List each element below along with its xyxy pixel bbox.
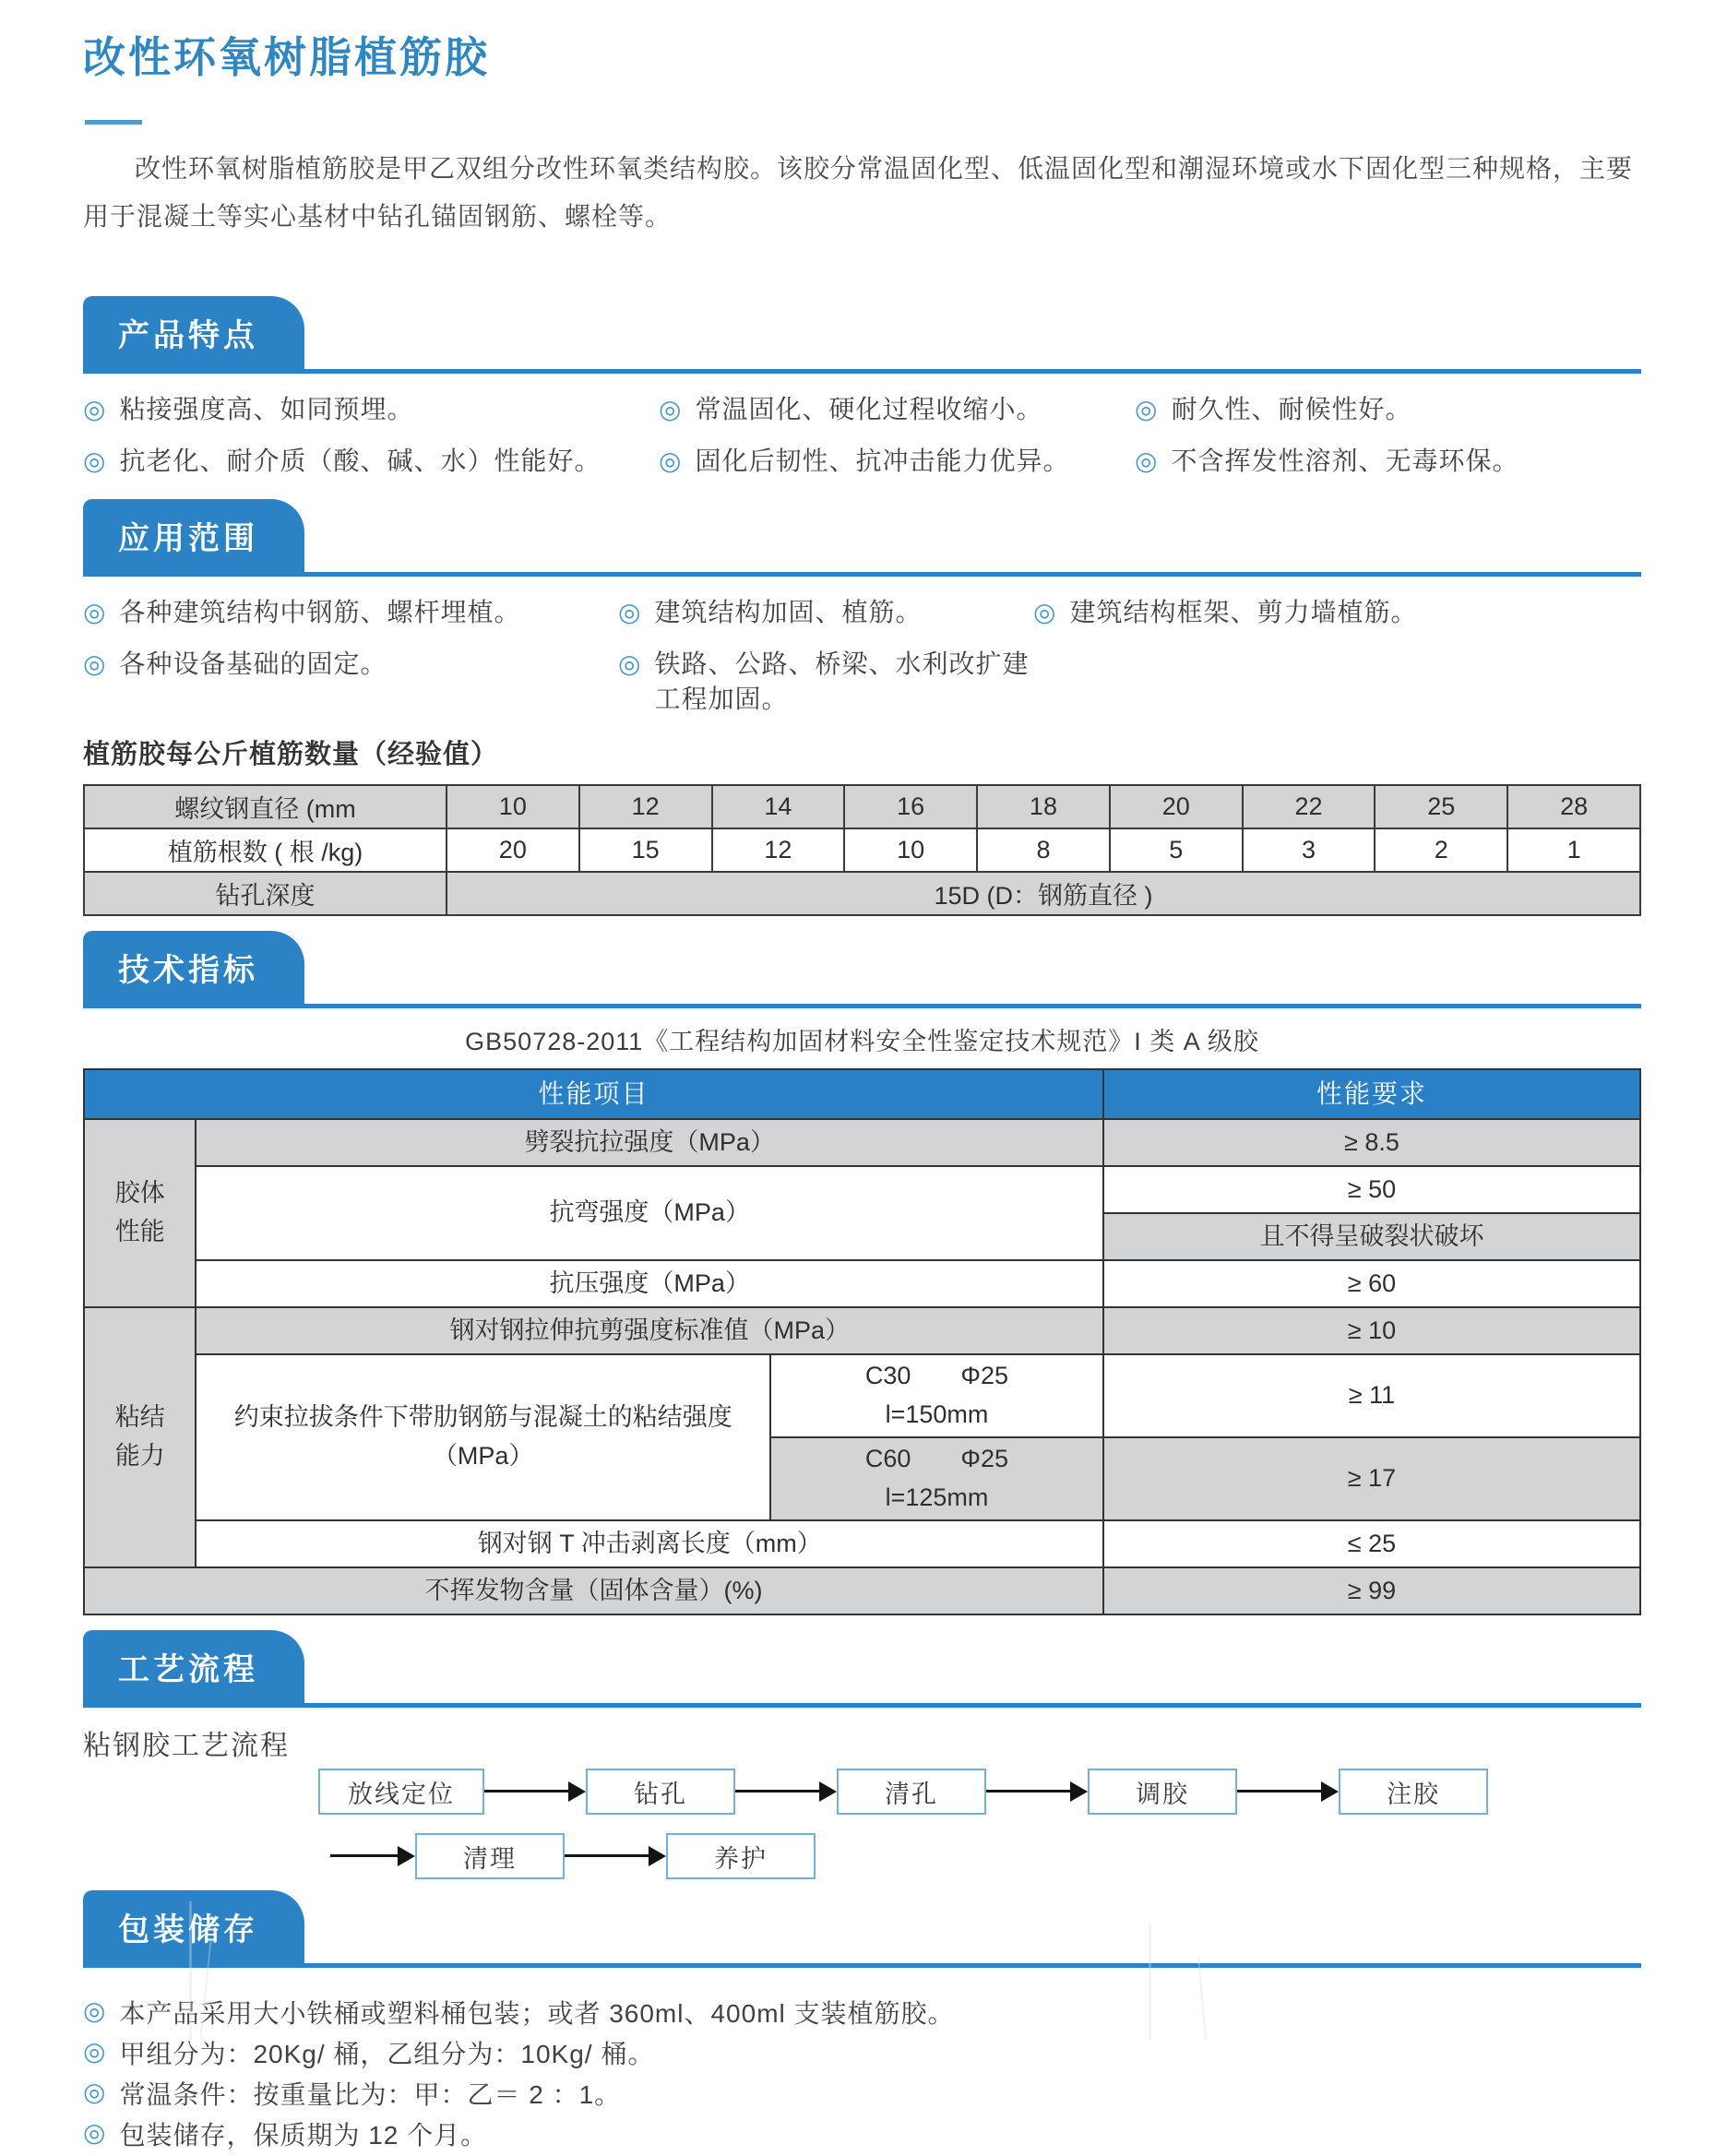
table-row bbox=[84, 1354, 1640, 1437]
list-item bbox=[1033, 595, 1641, 630]
section-header-tech bbox=[83, 931, 1641, 1008]
list-item bbox=[83, 2115, 1641, 2156]
double-circle-bullet-icon: ◎ bbox=[659, 447, 683, 476]
feature-text: 常温固化、硬化过程收缩小。 bbox=[695, 395, 1043, 424]
dosage-table bbox=[83, 784, 1641, 916]
double-circle-bullet-icon: ◎ bbox=[83, 598, 107, 627]
intro-paragraph: 改性环氧树脂植筋胶是甲乙双组分改性环氧类结构胶。该胶分常温固化型、低温固化型和潮湿环境或水下固化型三种规格，主要用于混凝土等实心基材中钻孔锚固钢筋、螺栓等。 bbox=[83, 154, 1634, 232]
diameter-value: 25 bbox=[1375, 785, 1507, 828]
list-item bbox=[83, 444, 659, 479]
group-label-line: 胶体 bbox=[114, 1179, 165, 1208]
group-label-line: 性能 bbox=[114, 1218, 165, 1246]
section-header-features bbox=[83, 296, 1641, 374]
table-row bbox=[84, 1307, 1640, 1354]
count-value: 2 bbox=[1375, 828, 1507, 872]
table-row bbox=[84, 1567, 1640, 1614]
application-text: 建筑结构加固、植筋。 bbox=[654, 598, 923, 627]
section-badge-tech: 技术指标 bbox=[83, 931, 304, 1008]
table-row bbox=[84, 1260, 1640, 1307]
application-text: 建筑结构框架、剪力墙植筋。 bbox=[1069, 598, 1418, 627]
count-value: 12 bbox=[712, 828, 845, 872]
condition-line: C60 Φ25 bbox=[864, 1445, 1009, 1473]
diameter-value: 28 bbox=[1507, 785, 1640, 828]
table-row bbox=[84, 1166, 1640, 1213]
flow-step-box: 清孔 bbox=[837, 1769, 986, 1815]
flow-step-box: 注胶 bbox=[1339, 1769, 1488, 1815]
double-circle-bullet-icon: ◎ bbox=[659, 395, 683, 424]
section-badge-process: 工艺流程 bbox=[83, 1630, 304, 1708]
property-requirement: ≤ 25 bbox=[1103, 1520, 1640, 1567]
diameter-value: 22 bbox=[1243, 785, 1376, 828]
page-title: 改性环氧树脂植筋胶 bbox=[83, 33, 490, 81]
applications-bullet-list bbox=[83, 595, 1641, 717]
property-name: 抗压强度（MPa） bbox=[196, 1260, 1103, 1307]
flow-label: 粘钢胶工艺流程 bbox=[83, 1731, 290, 1762]
double-circle-bullet-icon: ◎ bbox=[1135, 395, 1159, 424]
flow-arrow-icon bbox=[735, 1781, 837, 1803]
flow-step-box: 放线定位 bbox=[318, 1769, 484, 1815]
property-name bbox=[196, 1354, 770, 1520]
list-item bbox=[83, 2075, 1641, 2115]
property-name: 劈裂抗拉强度（MPa） bbox=[196, 1119, 1103, 1166]
list-item bbox=[83, 1994, 1641, 2034]
diameter-value: 10 bbox=[447, 785, 579, 828]
group-label-line: 粘结 bbox=[114, 1403, 165, 1432]
section-header-process bbox=[83, 1630, 1641, 1708]
property-requirement: ≥ 10 bbox=[1103, 1307, 1640, 1354]
diameter-value: 14 bbox=[712, 785, 845, 828]
count-value: 20 bbox=[447, 828, 579, 872]
test-condition bbox=[770, 1354, 1103, 1437]
count-value: 5 bbox=[1110, 828, 1243, 872]
list-item bbox=[618, 595, 1033, 630]
double-circle-bullet-icon: ◎ bbox=[618, 649, 642, 679]
list-item bbox=[618, 647, 1033, 717]
condition-line: l=125mm bbox=[885, 1483, 989, 1512]
feature-text: 固化后韧性、抗冲击能力优异。 bbox=[695, 447, 1070, 476]
flow-step-box: 钻孔 bbox=[586, 1769, 735, 1815]
property-requirement: ≥ 60 bbox=[1103, 1260, 1640, 1307]
col-header-item: 性能项目 bbox=[84, 1069, 1103, 1119]
property-name-line: （MPa） bbox=[432, 1442, 534, 1471]
flow-arrow-icon bbox=[986, 1781, 1088, 1803]
dosage-row1-label: 螺纹钢直径 (mm bbox=[84, 785, 447, 828]
background-watermark bbox=[189, 1901, 192, 2040]
group-label-bonding bbox=[84, 1307, 196, 1567]
count-value: 8 bbox=[977, 828, 1110, 872]
table-row bbox=[84, 872, 1640, 915]
condition-line: C30 Φ25 bbox=[864, 1362, 1009, 1390]
flow-row-2 bbox=[330, 1833, 1641, 1879]
flow-step-box: 养护 bbox=[666, 1833, 816, 1879]
packaging-text: 甲组分为：20Kg/ 桶，乙组分为：10Kg/ 桶。 bbox=[119, 2040, 655, 2069]
double-circle-bullet-icon: ◎ bbox=[83, 447, 107, 476]
double-circle-bullet-icon: ◎ bbox=[1135, 447, 1159, 476]
section-badge-applications: 应用范围 bbox=[83, 499, 304, 577]
diameter-value: 20 bbox=[1110, 785, 1243, 828]
section-header-packaging bbox=[83, 1890, 1641, 1968]
property-name: 抗弯强度（MPa） bbox=[196, 1166, 1103, 1260]
tech-standard-caption: GB50728-2011《工程结构加固材料安全性鉴定技术规范》I 类 A 级胶 bbox=[465, 1028, 1259, 1056]
double-circle-bullet-icon: ◎ bbox=[83, 1996, 107, 2026]
property-requirement: ≥ 11 bbox=[1103, 1354, 1640, 1437]
application-text: 铁路、公路、桥梁、水利改扩建工程加固。 bbox=[654, 649, 1030, 714]
property-requirement: ≥ 17 bbox=[1103, 1437, 1640, 1520]
double-circle-bullet-icon: ◎ bbox=[83, 2037, 107, 2067]
property-requirement: ≥ 8.5 bbox=[1103, 1119, 1640, 1166]
section-badge-features: 产品特点 bbox=[83, 296, 304, 374]
dosage-row2-label: 植筋根数 ( 根 /kg) bbox=[84, 828, 447, 872]
list-item bbox=[83, 2034, 1641, 2075]
application-text: 各种设备基础的固定。 bbox=[119, 649, 387, 679]
count-value: 3 bbox=[1243, 828, 1376, 872]
property-name: 钢对钢 T 冲击剥离长度（mm） bbox=[196, 1520, 1103, 1567]
dosage-row3-label: 钻孔深度 bbox=[84, 872, 447, 915]
group-label-colloid bbox=[84, 1119, 196, 1307]
packaging-text: 包装储存，保质期为 12 个月。 bbox=[119, 2121, 488, 2150]
flow-arrow-icon bbox=[1237, 1781, 1339, 1803]
packaging-text: 常温条件：按重量比为：甲：乙＝ 2 ：1。 bbox=[119, 2080, 622, 2110]
title-underline bbox=[85, 120, 142, 125]
test-condition bbox=[770, 1437, 1103, 1520]
dosage-table-caption: 植筋胶每公斤植筋数量（经验值） bbox=[83, 740, 499, 770]
diameter-value: 16 bbox=[844, 785, 977, 828]
section-header-applications bbox=[83, 499, 1641, 577]
table-row bbox=[84, 1119, 1640, 1166]
group-label-line: 能力 bbox=[114, 1442, 165, 1471]
tech-specs-table bbox=[83, 1068, 1641, 1615]
double-circle-bullet-icon: ◎ bbox=[1033, 598, 1057, 627]
property-name: 不挥发物含量（固体含量）(%) bbox=[84, 1567, 1103, 1614]
application-text: 各种建筑结构中钢筋、螺杆埋植。 bbox=[119, 598, 521, 627]
section-badge-packaging: 包装储存 bbox=[83, 1890, 304, 1968]
flow-step-box: 清理 bbox=[415, 1833, 565, 1879]
feature-text: 粘接强度高、如同预埋。 bbox=[119, 395, 414, 424]
count-value: 10 bbox=[844, 828, 977, 872]
property-requirement: ≥ 99 bbox=[1103, 1567, 1640, 1614]
table-row bbox=[84, 1520, 1640, 1567]
diameter-value: 12 bbox=[579, 785, 712, 828]
packaging-bullet-list bbox=[83, 1994, 1641, 2156]
list-item bbox=[659, 444, 1135, 479]
features-bullet-list bbox=[83, 392, 1641, 479]
double-circle-bullet-icon: ◎ bbox=[618, 598, 642, 627]
feature-text: 抗老化、耐介质（酸、碱、水）性能好。 bbox=[119, 447, 601, 476]
feature-text: 耐久性、耐候性好。 bbox=[1171, 395, 1412, 424]
double-circle-bullet-icon: ◎ bbox=[83, 649, 107, 679]
count-value: 1 bbox=[1507, 828, 1640, 872]
property-name: 钢对钢拉伸抗剪强度标准值（MPa） bbox=[196, 1307, 1103, 1354]
feature-text: 不含挥发性溶剂、无毒环保。 bbox=[1171, 447, 1519, 476]
property-name-line: 约束拉拔条件下带肋钢筋与混凝土的粘结强度 bbox=[233, 1403, 732, 1432]
list-item bbox=[83, 392, 659, 427]
double-circle-bullet-icon: ◎ bbox=[83, 395, 107, 424]
background-watermark bbox=[1149, 1924, 1151, 2040]
flow-arrow-icon bbox=[565, 1845, 666, 1867]
flow-row-1 bbox=[318, 1769, 1641, 1815]
flow-arrow-icon bbox=[330, 1845, 415, 1867]
list-item bbox=[83, 595, 618, 630]
col-header-requirement: 性能要求 bbox=[1103, 1069, 1640, 1119]
table-row bbox=[84, 785, 1640, 828]
table-row bbox=[84, 828, 1640, 872]
flow-step-box: 调胶 bbox=[1088, 1769, 1237, 1815]
list-item bbox=[83, 647, 618, 717]
diameter-value: 18 bbox=[977, 785, 1110, 828]
property-requirement: 且不得呈破裂状破坏 bbox=[1103, 1213, 1640, 1260]
flow-arrow-icon bbox=[484, 1781, 586, 1803]
list-item bbox=[1135, 444, 1641, 479]
property-requirement: ≥ 50 bbox=[1103, 1166, 1640, 1213]
double-circle-bullet-icon: ◎ bbox=[83, 2118, 107, 2148]
double-circle-bullet-icon: ◎ bbox=[83, 2078, 107, 2107]
condition-line: l=150mm bbox=[885, 1400, 989, 1429]
list-item bbox=[1135, 392, 1641, 427]
packaging-text: 本产品采用大小铁桶或塑料桶包装；或者 360ml、400ml 支装植筋胶。 bbox=[119, 1999, 955, 2029]
list-item bbox=[659, 392, 1135, 427]
table-header-row bbox=[84, 1069, 1640, 1119]
drill-depth-value: 15D (D：钢筋直径 ) bbox=[447, 872, 1640, 915]
count-value: 15 bbox=[579, 828, 712, 872]
